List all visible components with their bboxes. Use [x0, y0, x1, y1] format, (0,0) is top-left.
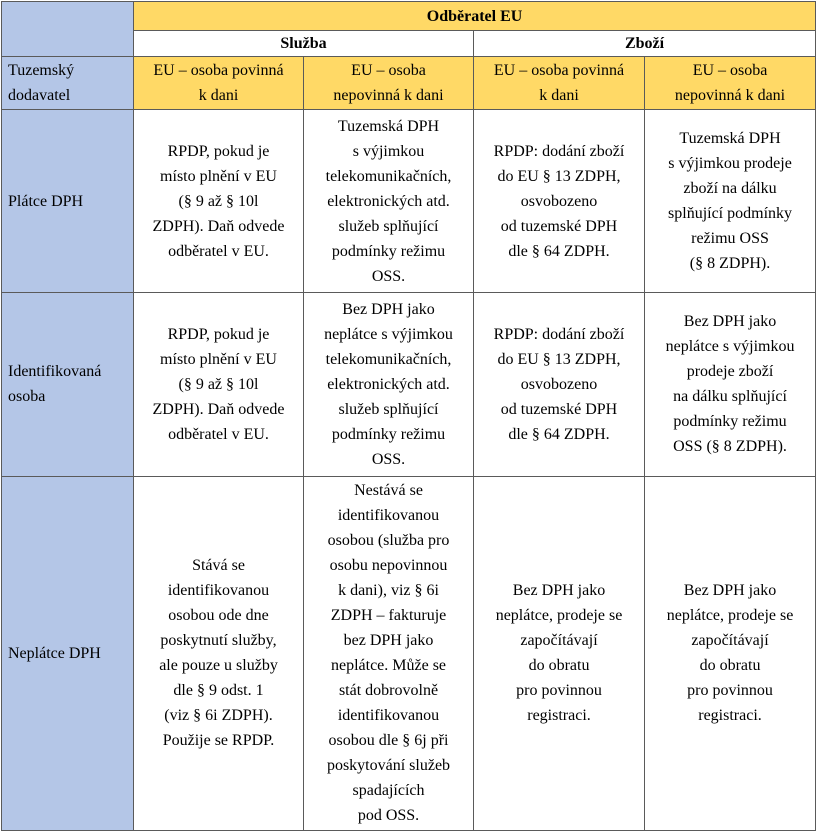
subheader-goods-nontaxable: EU – osoba nepovinná k dani — [645, 57, 816, 110]
row-label-neplatce-dph: Neplátce DPH — [2, 476, 134, 830]
cell-neplatce-dph-goods-nontaxable: Bez DPH jako neplátce, prodeje se započítávají do obratu pro povinnou registraci. — [645, 476, 816, 830]
subheader-service-nontaxable: EU – osoba nepovinná k dani — [304, 57, 474, 110]
cell-neplatce-dph-service-nontaxable: Nestává se identifikovanou osobou (služba pro osobu nepovinnou k dani), viz § 6i ZDPH – fakturuje bez DPH jako neplátce. Může se stát dobrovolně identifikovanou osobou dle § 6j při poskytování služeb spadajících pod OSS. — [304, 476, 474, 830]
table-row-platce-dph — [2, 110, 816, 293]
row-header-label: Tuzemský dodavatel — [2, 57, 134, 110]
header-service: Služba — [134, 31, 474, 57]
header-customer-eu: Odběratel EU — [134, 2, 816, 31]
table-row-neplatce-dph — [2, 476, 816, 830]
cell-neplatce-dph-service-taxable: Stává se identifikovanou osobou ode dne poskytnutí služby, ale pouze u služby dle § 9 odst. 1 (viz § 6i ZDPH). Použije se RPDP. — [134, 476, 304, 830]
table-row-identifikovana-osoba — [2, 293, 816, 476]
cell-neplatce-dph-goods-taxable: Bez DPH jako neplátce, prodeje se započítávají do obratu pro povinnou registraci. — [474, 476, 645, 830]
row-label-identifikovana-osoba: Identifikovaná osoba — [2, 293, 134, 476]
subheader-goods-taxable: EU – osoba povinná k dani — [474, 57, 645, 110]
cell-platce-dph-service-nontaxable: Tuzemská DPH s výjimkou telekomunikačních, elektronických atd. služeb splňující podmínky režimu OSS. — [304, 110, 474, 293]
corner-cell — [2, 2, 134, 57]
cell-platce-dph-goods-nontaxable: Tuzemská DPH s výjimkou prodeje zboží na dálku splňující podmínky režimu OSS (§ 8 ZDPH). — [645, 110, 816, 293]
cell-identifikovana-osoba-service-nontaxable: Bez DPH jako neplátce s výjimkou telekomunikačních, elektronických atd. služeb splňující podmínky režimu OSS. — [304, 293, 474, 476]
cell-identifikovana-osoba-goods-taxable: RPDP: dodání zboží do EU § 13 ZDPH, osvobozeno od tuzemské DPH dle § 64 ZDPH. — [474, 293, 645, 476]
vat-table — [1, 1, 816, 831]
subheader-service-taxable: EU – osoba povinná k dani — [134, 57, 304, 110]
cell-identifikovana-osoba-service-taxable: RPDP, pokud je místo plnění v EU (§ 9 až § 10l ZDPH). Daň odvede odběratel v EU. — [134, 293, 304, 476]
header-goods: Zboží — [474, 31, 816, 57]
cell-identifikovana-osoba-goods-nontaxable: Bez DPH jako neplátce s výjimkou prodeje zboží na dálku splňující podmínky režimu OSS (§ 8 ZDPH). — [645, 293, 816, 476]
cell-platce-dph-service-taxable: RPDP, pokud je místo plnění v EU (§ 9 až § 10l ZDPH). Daň odvede odběratel v EU. — [134, 110, 304, 293]
row-label-platce-dph: Plátce DPH — [2, 110, 134, 293]
cell-platce-dph-goods-taxable: RPDP: dodání zboží do EU § 13 ZDPH, osvobozeno od tuzemské DPH dle § 64 ZDPH. — [474, 110, 645, 293]
